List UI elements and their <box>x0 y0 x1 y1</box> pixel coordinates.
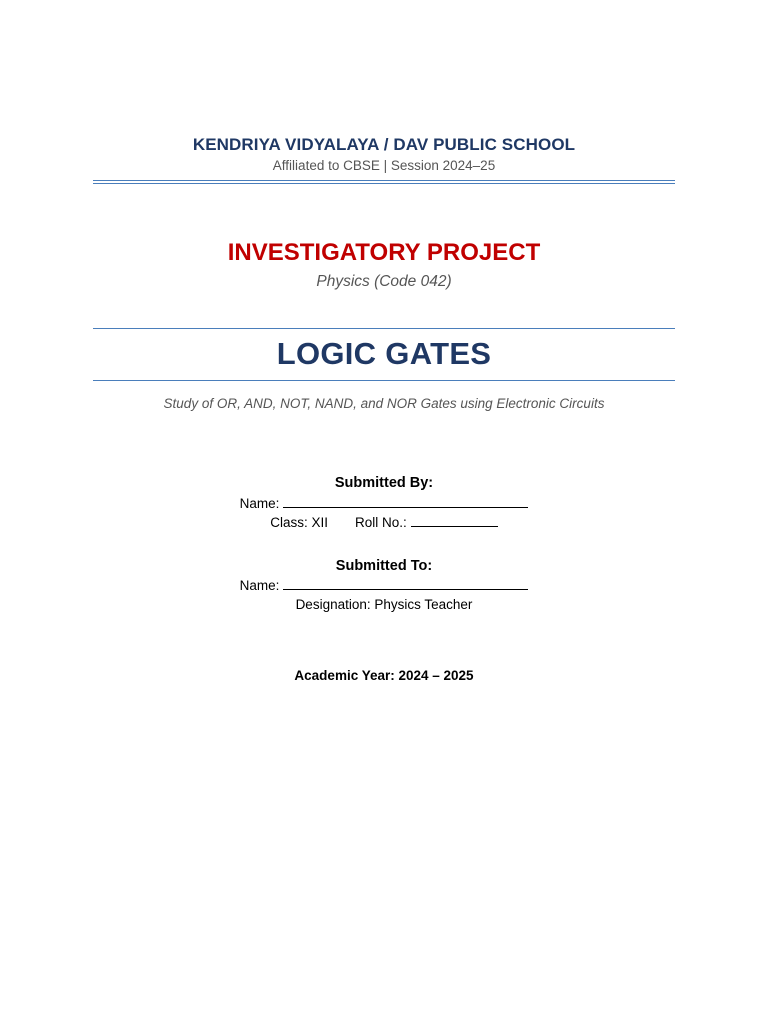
class-label: Class: XII <box>270 515 328 530</box>
name-blank <box>283 578 528 590</box>
designation-line: Designation: Physics Teacher <box>295 597 473 612</box>
submitted-by-class-line <box>0 515 768 530</box>
topic-subtitle: Study of OR, AND, NOT, NAND, and NOR Gates using Electronic Circuits <box>163 396 605 411</box>
project-title: INVESTIGATORY PROJECT <box>227 239 541 266</box>
academic-year: Academic Year: 2024 – 2025 <box>294 668 474 683</box>
name-blank <box>283 496 528 508</box>
topic-title: LOGIC GATES <box>276 336 492 371</box>
roll-label: Roll No.: <box>355 515 407 530</box>
submitted-by-name-line <box>0 496 768 511</box>
submitted-by-heading: Submitted By: <box>334 475 434 491</box>
submitted-to-name-line <box>0 578 768 593</box>
submitted-to-heading: Submitted To: <box>335 558 433 574</box>
name-label: Name: <box>239 496 280 511</box>
school-name: KENDRIYA VIDYALAYA / DAV PUBLIC SCHOOL <box>192 135 576 154</box>
affiliation-line: Affiliated to CBSE | Session 2024–25 <box>272 158 496 173</box>
roll-blank <box>411 515 498 527</box>
title-rule-bottom <box>93 380 675 381</box>
project-subject: Physics (Code 042) <box>316 273 452 290</box>
header-double-rule <box>93 180 675 184</box>
title-rule-top <box>93 328 675 329</box>
name-label: Name: <box>239 578 280 593</box>
